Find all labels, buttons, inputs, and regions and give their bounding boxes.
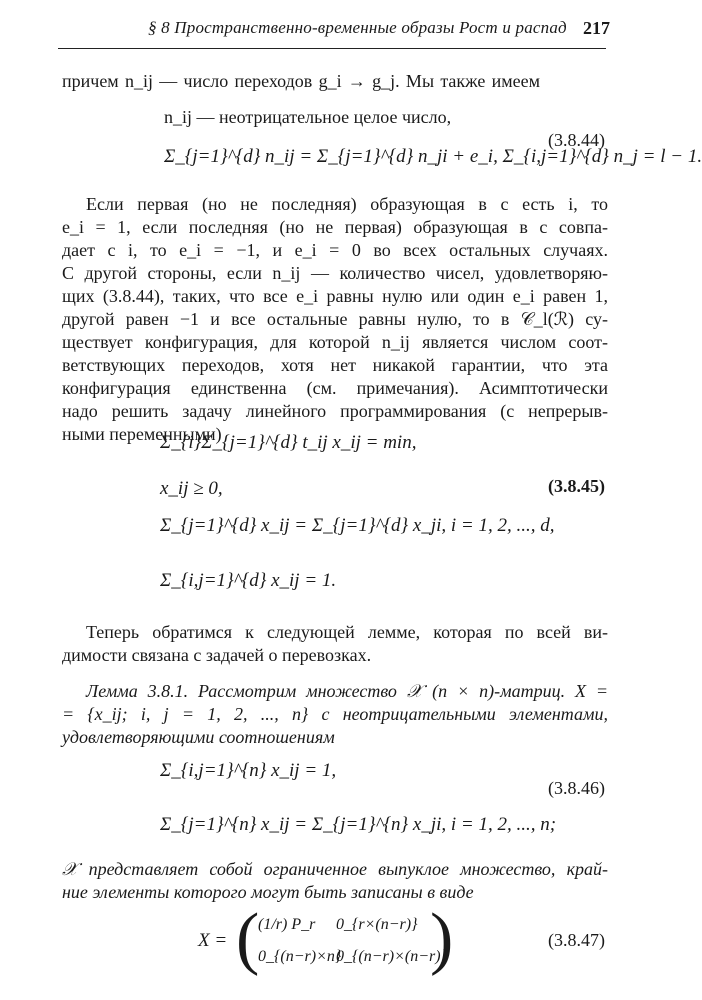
header-rule [58,48,606,49]
eq45-row2: x_ij ≥ 0, [160,478,223,499]
p1-line-6: другой равен −1 и все остальные равны нулю, то в 𝒞_l(ℛ) су- [62,309,608,329]
eq47-lhs: X = [198,930,228,951]
eq45-row3: Σ_{j=1}^{d} x_ij = Σ_{j=1}^{d} x_ji, i = 1, 2, ..., d, [160,515,555,536]
eq45-row1: Σ_{i}Σ_{j=1}^{d} t_ij x_ij = min, [160,432,417,453]
eq45-number: (3.8.45) [548,476,605,496]
p3-line-1: 𝒳 представляет собой ограниченное выпуклое множество, край- [62,859,608,879]
eq46-number: (3.8.46) [548,778,605,798]
matrix-cell-21: 0_{(n−r)×n} [258,948,342,965]
eq44-line2: Σ_{j=1}^{d} n_ij = Σ_{j=1}^{d} n_ji + e_i, Σ_{i,j=1}^{d} n_j = l − 1. [164,146,702,167]
matrix-cell-11: (1/r) P_r [258,916,316,933]
eq46-row2: Σ_{j=1}^{n} x_ij = Σ_{j=1}^{n} x_ji, i = 1, 2, ..., n; [160,814,557,835]
intro-line: причем n_ij — число переходов g_i → g_j. Мы также имеем [62,71,540,91]
eq44-line1: n_ij — неотрицательное целое число, [164,107,452,127]
lemma-line-1: Лемма 3.8.1. Рассмотрим множество 𝒳 (n × n)-матриц. X = [86,681,608,701]
eq44-number: (3.8.44) [548,130,605,150]
matrix-cell-12: 0_{r×(n−r)} [336,916,418,933]
p1-line-10: надо решить задачу линейного программирования (с непрерыв- [62,401,608,421]
p2-line-1: Теперь обратимся к следующей лемме, которая по всей ви- [86,622,608,642]
page-number: 217 [583,18,610,38]
p1-line-9: конфигурация единственна (см. примечания). Асимптотически [62,378,608,398]
p1-line-5: щих (3.8.44), таких, что все e_i равны нулю или один e_i равен 1, [62,286,608,306]
p1-line-2: e_i = 1, если последняя (но не первая) образующая в c совпа- [62,217,608,237]
page-header [0,18,640,44]
matrix-left-paren: ( [236,900,260,977]
p1-line-4: С другой стороны, если n_ij — количество чисел, удовлетворяю- [62,263,608,283]
p1-line-7: ществует конфигурация, для которой n_ij является числом соот- [62,332,608,352]
matrix-right-paren: ) [430,900,454,977]
p1-line-1: Если первая (но не последняя) образующая в c есть i, то [86,194,608,214]
lemma-line-3: удовлетворяющими соотношениям [62,727,335,747]
running-title: § 8 Пространственно-временные образы Рост и распад [148,18,567,37]
p1-line-3: дает с i, то e_i = −1, и e_i = 0 во всех остальных случаях. [62,240,608,260]
p1-line-11: ными переменными) [62,424,222,444]
p2-line-2: димости связана с задачей о перевозках. [62,645,372,665]
eq47-number: (3.8.47) [548,930,605,950]
eq46-row1: Σ_{i,j=1}^{n} x_ij = 1, [160,760,337,781]
p1-line-8: ветствующих переходов, хотя нет никакой гарантии, что эта [62,355,608,375]
matrix-cell-22: 0_{(n−r)×(n−r)} [336,948,447,965]
eq45-row4: Σ_{i,j=1}^{d} x_ij = 1. [160,570,337,591]
p3-line-2: ние элементы которого могут быть записаны в виде [62,882,474,902]
lemma-line-2: = {x_ij; i, j = 1, 2, ..., n} с неотрицательными элементами, [62,704,608,724]
